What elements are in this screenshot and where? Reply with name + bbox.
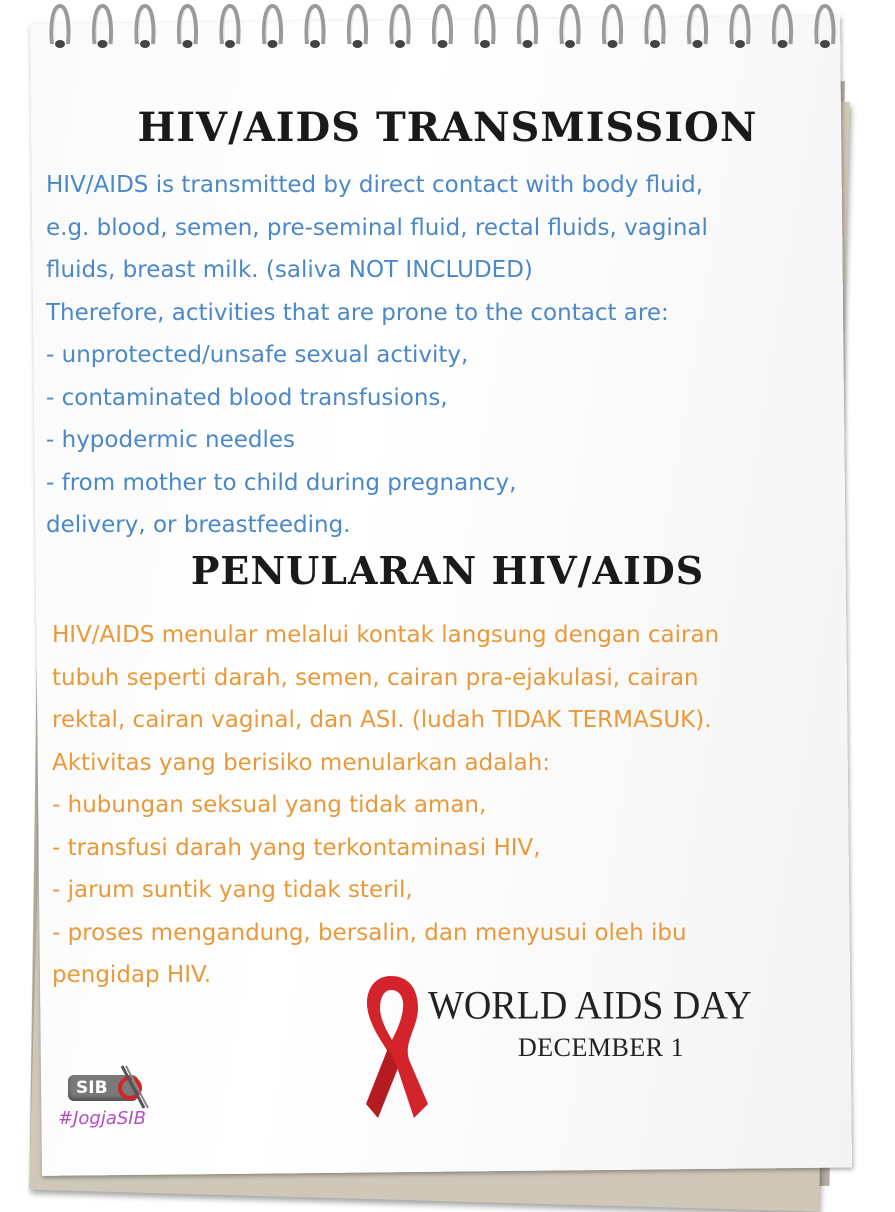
indonesian-line: tubuh seperti darah, semen, cairan pra-ejakulasi, cairan — [52, 664, 699, 691]
hashtag: #JogjaSIB — [58, 1108, 146, 1129]
indonesian-line: - transfusi darah yang terkontaminasi HIV, — [52, 834, 541, 861]
binding-hole — [395, 40, 405, 48]
spiral-binding-icon — [40, 0, 840, 62]
binding-hole — [565, 40, 575, 48]
indonesian-line: - jarum suntik yang tidak steril, — [52, 877, 413, 903]
english-line: fluids, breast milk. (saliva NOT INCLUDED) — [46, 257, 533, 283]
indonesian-text-block — [52, 614, 852, 997]
heading-english: HIV/AIDS TRANSMISSION — [137, 104, 758, 151]
binding-hole — [310, 40, 320, 48]
indonesian-line: - hubungan seksual yang tidak aman, — [52, 792, 487, 818]
indonesian-line: Aktivitas yang berisiko menularkan adalah: — [52, 749, 551, 776]
sib-logo-mark-icon — [114, 1062, 154, 1110]
indonesian-line: rektal, cairan vaginal, dan ASI. (ludah TIDAK TERMASUK). — [52, 707, 712, 733]
world-aids-day-date: DECEMBER 1 — [518, 1033, 685, 1062]
sib-logo-icon: SIB — [68, 1075, 138, 1101]
english-line: e.g. blood, semen, pre-seminal fluid, rectal fluids, vaginal — [46, 214, 708, 241]
english-line: Therefore, activities that are prone to the contact are: — [46, 299, 669, 326]
binding-hole — [98, 40, 108, 48]
heading-indonesian: PENULARAN HIV/AIDS — [190, 548, 705, 593]
binding-hole — [820, 40, 830, 48]
english-line: - hypodermic needles — [46, 427, 296, 453]
binding-hole — [608, 40, 618, 48]
english-line: - from mother to child during pregnancy, — [46, 469, 517, 496]
binding-hole — [268, 40, 278, 48]
english-line: delivery, or breastfeeding. — [46, 512, 351, 538]
red-ribbon-icon — [352, 972, 430, 1122]
english-line: - contaminated blood transfusions, — [46, 384, 448, 411]
indonesian-line: pengidap HIV. — [52, 962, 212, 988]
indonesian-line: - proses mengandung, bersalin, dan menyusui oleh ibu — [52, 919, 687, 946]
binding-hole — [778, 40, 788, 48]
binding-hole — [438, 40, 448, 48]
world-aids-day-title: WORLD AIDS DAY — [428, 983, 752, 1029]
binding-hole — [523, 40, 533, 48]
english-line: HIV/AIDS is transmitted by direct contact with body fluid, — [46, 172, 704, 198]
binding-hole — [225, 40, 235, 48]
binding-hole — [650, 40, 660, 48]
binding-hole — [480, 40, 490, 48]
binding-hole — [140, 40, 150, 48]
binding-hole — [735, 40, 745, 48]
binding-hole — [55, 40, 65, 48]
indonesian-line: HIV/AIDS menular melalui kontak langsung dengan cairan — [52, 622, 720, 648]
english-line: - unprotected/unsafe sexual activity, — [46, 342, 469, 368]
binding-hole — [693, 40, 703, 48]
binding-hole — [353, 40, 363, 48]
english-text-block — [46, 164, 846, 547]
binding-hole — [183, 40, 193, 48]
